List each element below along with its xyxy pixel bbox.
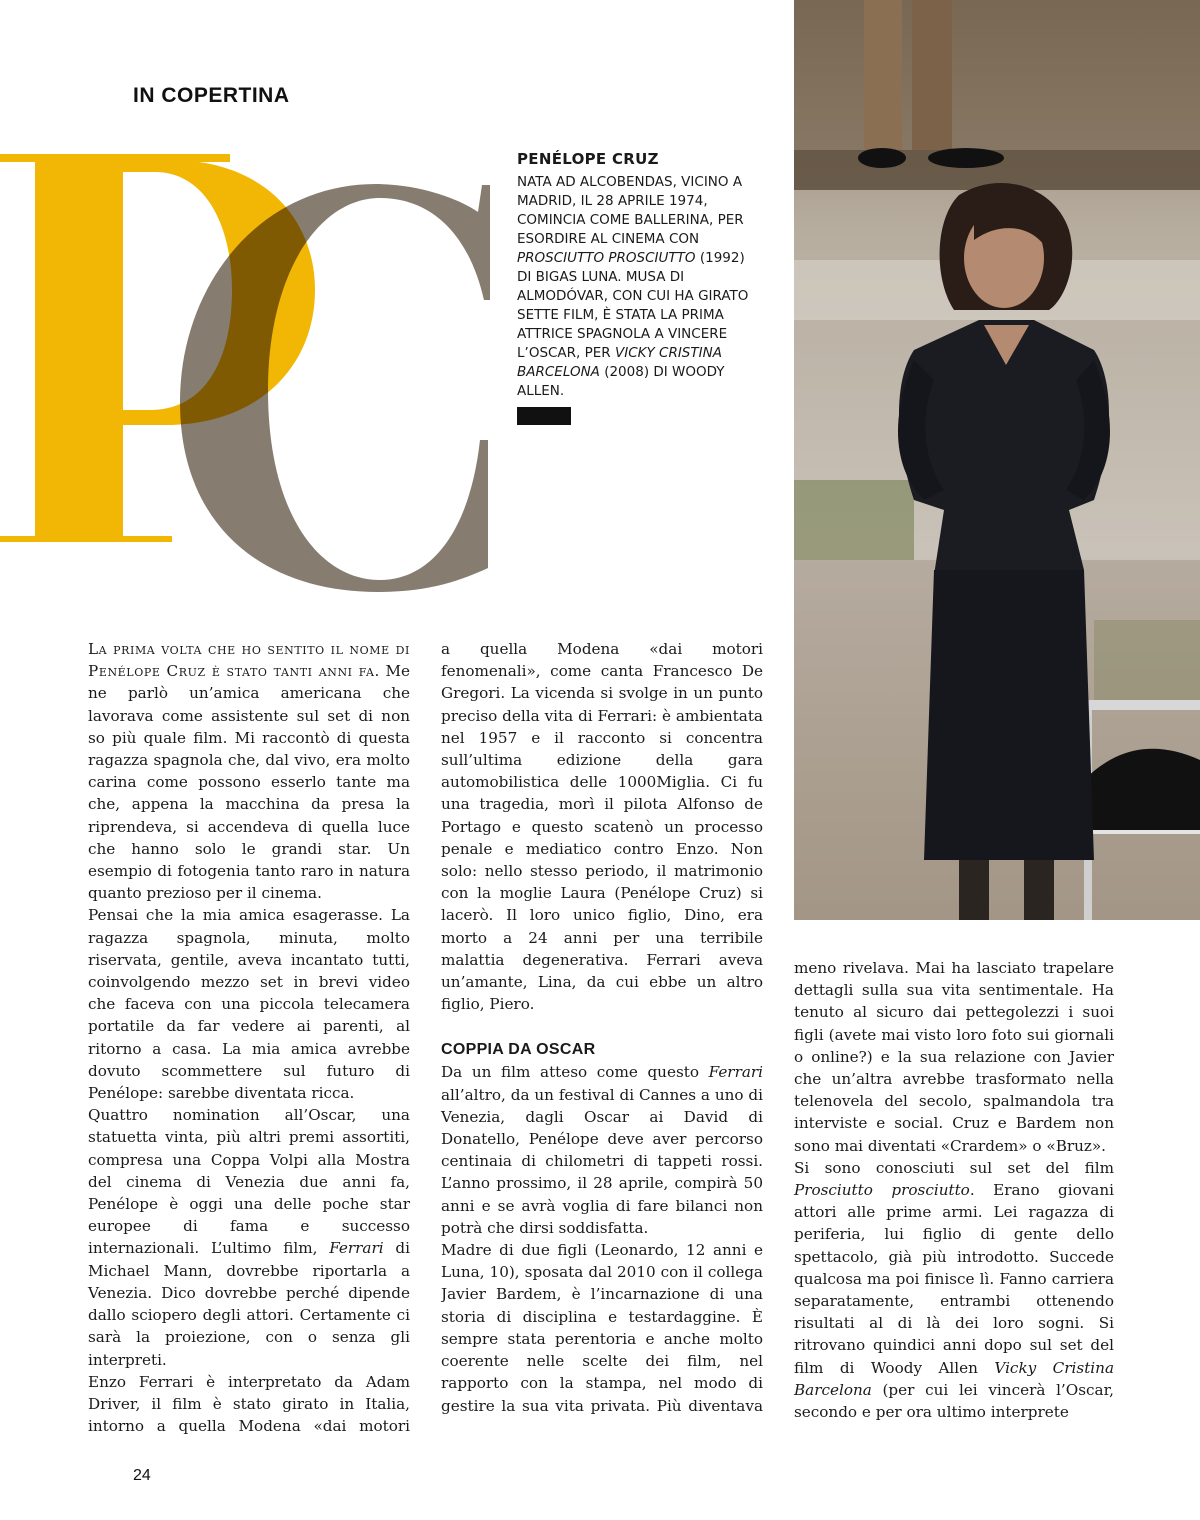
article-paragraph: Pensai che la mia amica esagerasse. La ragazza spagnola, minuta, molto riservata, gentile, aveva incantato tutti, coinvolgendo mezzo set in brevi video che faceva con una piccola telecamera portatile da far vedere ai parenti, al ritorno a casa. La mia amica avrebbe dovuto scommettere sul futuro di Penélope: sarebbe diventata ricca. (88, 906, 410, 1103)
bio-text-part: (2008) DI WOODY ALLEN. (517, 364, 725, 399)
bio-box (517, 150, 757, 425)
article-paragraph-continued: meno rivelava. Mai ha lasciato trapelare dettagli sulla sua vita sentimentale. Ha tenuto al sicuro dai pettegolezzi i suoi figli (avete mai visto loro foto sui giornali o online?) e la sua relazione con Javier che un’altra avrebbe trasformato nella telenovela del secolo, spalmandola tra interviste e social. Cruz e Bardem non sono mai diventati «Crardem» o «Bruz». (794, 959, 1114, 1155)
film-title: Ferrari (708, 1063, 763, 1082)
article-text: all’altro, da un festival di Cannes a uno di Venezia, dagli Oscar ai David di Donatello, Penélope deve aver percorso centinaia di chilometri di tappeti rossi. L’anno prossimo, il 28 aprile, compirà 50 anni e se avrà voglia di fare bilanci non potrà che dirsi soddisfatta. (441, 1085, 763, 1237)
bio-text (517, 173, 757, 401)
bio-text-part: (1992) DI BIGAS LUNA. MUSA DI ALMODÓVAR, CON CUI HA GIRATO SETTE FILM, È STATA LA PRIMA ATTRICE SPAGNOLA A VINCERE L’OSCAR, PER (517, 250, 749, 361)
article-text: Si sono conosciuti sul set del film (794, 1158, 1114, 1177)
bio-film-title: PROSCIUTTO PROSCIUTTO (517, 250, 696, 266)
article-text: Quattro nomination all’Oscar, una statuetta vinta, più altri premi assortiti, compresa una Coppa Volpi alla Mostra del cinema di Venezia due anni fa, Penélope è oggi una delle poche star europee di fama e successo internazionali. L’ultimo film, (88, 1106, 410, 1258)
cover-photo (794, 0, 1200, 920)
article-column-1 (88, 638, 410, 1437)
film-title: Ferrari (329, 1239, 384, 1258)
decorative-initials (0, 140, 500, 600)
article-paragraph: Enzo Ferrari è interpretato da Adam Driver, il film è stato girato in Italia, intorno a quella Modena «dai motori (88, 1372, 410, 1436)
article-column-3 (794, 957, 1114, 1423)
article-paragraph (88, 638, 410, 904)
article-lead: La prima volta che ho sentito il nome di Penélope Cruz è stato tanti anni fa. (88, 640, 410, 681)
article-subhead: COPPIA DA OSCAR (441, 1041, 596, 1059)
article-text: Me ne parlò un’amica americana che lavorava come assistente sul set di non so più quale film. Mi raccontò di questa ragazza spagnola che, dal vivo, era molto carina come possono esserlo tante ma che, appena la macchina da presa la riprendeva, si accendeva di quella luce che hanno solo le grandi star. Un esempio di fotogenia tanto raro in natura quanto prezioso per il cinema. (88, 662, 410, 903)
article-paragraph-continued: a quella Modena «dai motori fenomenali», come canta Francesco De Gregori. La vicenda si svolge in un punto preciso della vita di Ferrari: è ambientata nel 1957 e il racconto si concentra sull’ultima edizione della gara automobilistica delle 1000Miglia. Ci fu una tragedia, morì il pilota Alfonso de Portago e questo scatenò un processo penale e mediatico contro Enzo. Non solo: nello stesso periodo, il matrimonio con la moglie Laura (Penélope Cruz) si lacerò. Il loro unico figlio, Dino, era morto a 24 anni per una terribile malattia degenerativa. Ferrari aveva un’amante, Lina, da cui ebbe un altro figlio, Piero. (441, 640, 763, 1014)
bio-end-bar (517, 407, 571, 425)
article-paragraph (794, 1157, 1114, 1423)
film-title: Vicky Cristina Barcelona (794, 1358, 1114, 1399)
article-paragraph: Madre di due figli (Leonardo, 12 anni e Luna, 10), sposata dal 2010 con il collega Javier Bardem, è l’incarnazione di una storia di disciplina e testardaggine. È sempre stata perentoria e anche molto coerente nelle scelte dei film, nel rapporto con la stampa, nel modo di gestire la sua vita privata. Più diventava (441, 1241, 763, 1415)
page-number: 24 (133, 1467, 151, 1484)
bio-name: PENÉLOPE CRUZ (517, 150, 659, 168)
bio-film-title: VICKY CRISTINA BARCELONA (517, 345, 722, 380)
bio-text-part: NATA AD ALCOBENDAS, VICINO A MADRID, IL 28 APRILE 1974, COMINCIA COME BALLERINA, PER ESORDIRE AL CINEMA CON (517, 174, 744, 247)
article-text: di Michael Mann, dovrebbe riportarla a Venezia. Dico dovrebbe perché dipende dallo sciopero degli attori. Certamente ci sarà la proiezione, con o senza gli interpreti. (88, 1239, 410, 1369)
article-text: Da un film atteso come questo (441, 1063, 709, 1082)
article-paragraph (441, 1061, 763, 1239)
article-column-2 (441, 638, 763, 1416)
article-text: (per cui lei vincerà l’Oscar, secondo e per ora ultimo interprete (794, 1380, 1114, 1422)
article-paragraph (88, 1104, 410, 1370)
section-label: IN COPERTINA (133, 84, 290, 107)
article-text: . Erano giovani attori alle prime armi. Lei ragazza di periferia, lui figlio di gente dello spettacolo, già più introdotto. Succede qualcosa ma poi finisce lì. Fanno carriera separatamente, entrambi ottenendo risultati al di là dei loro sogni. Si ritrovano quindici anni dopo sul set del film di Woody Allen (794, 1181, 1115, 1377)
film-title: Prosciutto prosciutto (794, 1181, 970, 1200)
